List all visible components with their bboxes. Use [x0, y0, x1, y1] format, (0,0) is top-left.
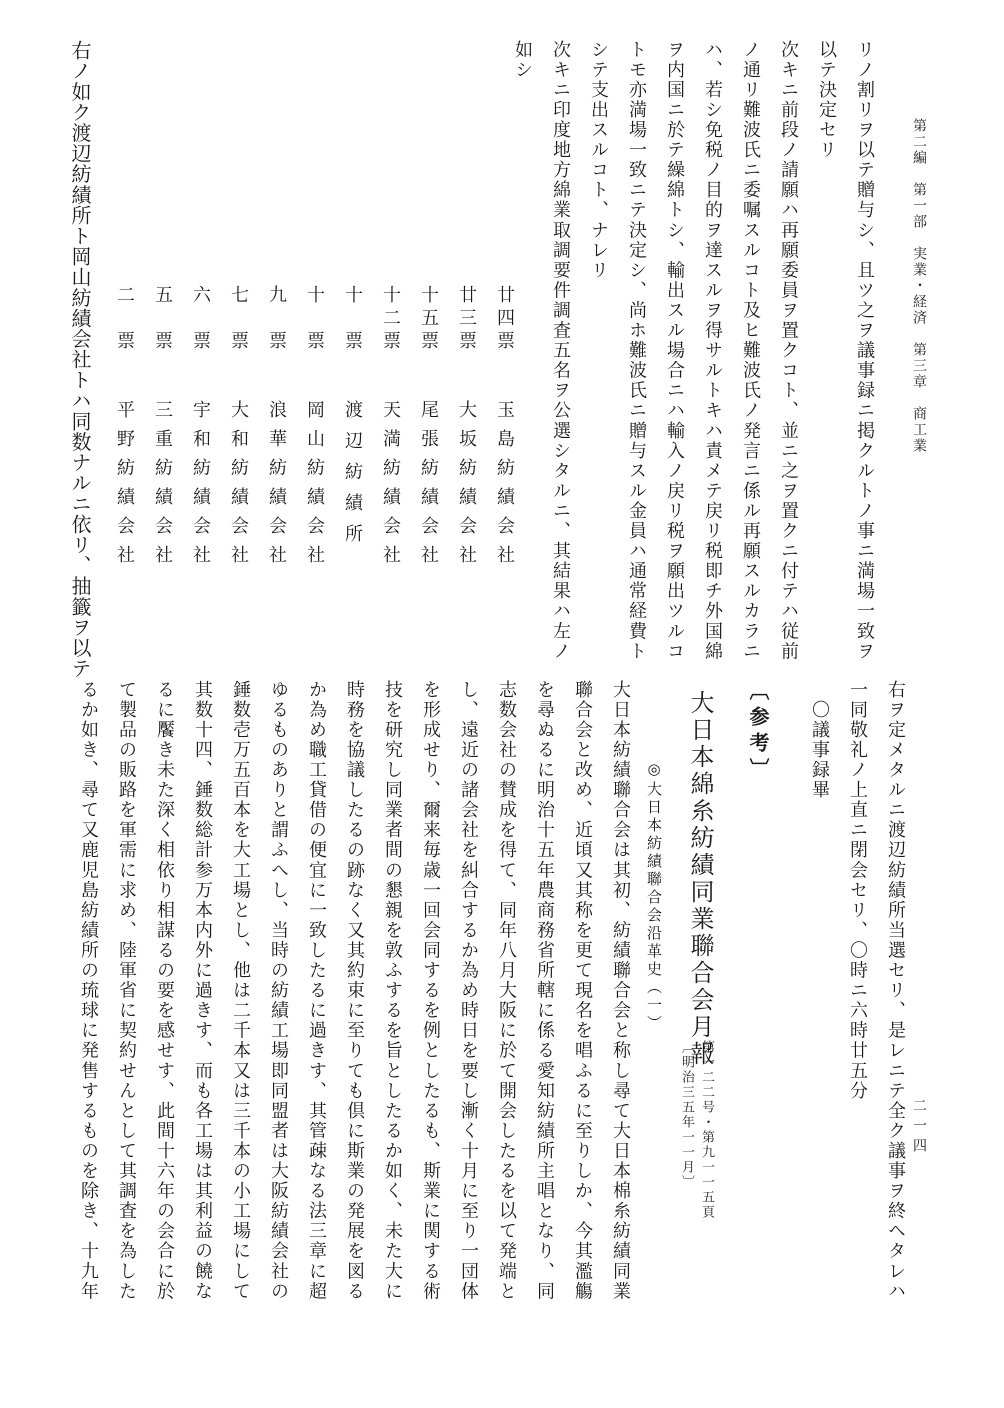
vote-count: 五 票	[152, 285, 173, 354]
intro-column: 右ヲ定メタルニ渡辺紡績所当選セリ、是レニテ全ク議事ヲ終ヘタレハ	[885, 680, 906, 1302]
body-column: 錘数壱万五百本を大工場とし、他は二千本又は三千本の小工場にして	[230, 680, 251, 1302]
article-issue: 第一二二号・第九一一五頁	[699, 1040, 714, 1220]
top-column: 右ノ如ク渡辺紡績所ト岡山紡績会社トハ同数ナルニ依リ、抽籤ヲ以テ	[68, 40, 92, 679]
article-title: 大日本綿糸紡績同業聯合会月報	[686, 690, 714, 1068]
vote-count: 十五票	[418, 285, 439, 354]
vote-company: 三重紡績会社	[152, 400, 173, 574]
body-column: 技を研究し同業者間の懇親を敦ふするを旨としたるか如く、未た大に	[382, 680, 403, 1302]
vote-company: 渡辺紡績所	[342, 400, 363, 555]
article-date: 〔明治三五年一一月〕	[679, 1040, 694, 1190]
body-column: るか如き、尋て又鹿児島紡績所の琉球に発售するものを除き、十九年	[78, 680, 99, 1302]
vote-company: 玉島紡績会社	[494, 400, 515, 574]
body-column: を尋ぬるに明治十五年農商務省所轄に係る愛知紡績所主唱となり、同	[534, 680, 555, 1302]
top-column: 如シ	[512, 40, 533, 81]
body-column: 時務を協議したるの跡なく又其約束に至りても倶に斯業の発展を図る	[344, 680, 365, 1302]
vote-count: 十 票	[342, 285, 363, 354]
body-column: ゆるものありと謂ふへし、当時の紡績工場即同盟者は大阪紡績会社の	[268, 680, 289, 1302]
vote-company: 岡山紡績会社	[304, 400, 325, 574]
top-column: 次キニ印度地方綿業取調要件調査五名ヲ公選シタルニ、其結果ハ左ノ	[550, 40, 571, 662]
top-column: ヲ内国ニ於テ繰綿トシ、輸出スル場合ニハ輸入ノ戻リ税ヲ願出ツルコ	[664, 40, 685, 662]
body-column: し、遠近の諸会社を糾合するか為め時日を要し漸く十月に至り一団体	[458, 680, 479, 1302]
section-heading: ◎大日本紡績聯合会沿革史（一）	[645, 760, 663, 1033]
vote-count: 七 票	[228, 285, 249, 354]
vote-count: 廿三票	[456, 285, 477, 354]
vote-count: 十 票	[304, 285, 325, 354]
top-column: 以テ決定セリ	[816, 40, 837, 161]
body-column: 聯合会と改め、近頃又其称を更て現名を唱ふるに至りしか、今其濫觴	[572, 680, 593, 1302]
top-column: リノ割リヲ以テ贈与シ、且ツ之ヲ議事録ニ掲クルトノ事ニ満場一致ヲ	[854, 40, 875, 662]
vote-company: 天満紡績会社	[380, 400, 401, 574]
body-column: 志数会社の賛成を得て、同年八月大阪に於て開会したるを以て発端と	[496, 680, 517, 1302]
vote-count: 二 票	[114, 285, 135, 354]
body-column: るに饜き未た深く相依り相謀るの要を感せす、此間十六年の会合に於	[154, 680, 175, 1302]
intro-column: 一同敬礼ノ上直ニ閉会セリ、〇時ニ六時廿五分	[847, 680, 868, 1102]
intro-column: 〇議事録畢	[809, 700, 830, 801]
vote-company: 平野紡績会社	[114, 400, 135, 574]
vote-company: 尾張紡績会社	[418, 400, 439, 574]
vote-count: 九 票	[266, 285, 287, 354]
body-column: か為め職工貸借の便宜に一致したるに過きす、其管疎なる法三章に超	[306, 680, 327, 1302]
top-column: ノ通リ難波氏ニ委嘱スルコト及ヒ難波氏ノ発言ニ係ル再願スルカラニ	[740, 40, 761, 662]
body-column: を形成せり、爾来毎歳一回会同するを例としたるも、斯業に関する術	[420, 680, 441, 1302]
vote-company: 大和紡績会社	[228, 400, 249, 574]
top-column: トモ亦満場一致ニテ決定シ、尚ホ難波氏ニ贈与スル金員ハ通常経費ト	[626, 40, 647, 662]
vote-count: 六 票	[190, 285, 211, 354]
vote-company: 宇和紡績会社	[190, 400, 211, 574]
body-column: て製品の販路を軍需に求め、陸軍省に契約せんとして其調査を為した	[116, 680, 137, 1302]
body-column: 大日本紡績聯合会は其初、紡績聯合会と称し尋て大日本棉糸紡績同業	[610, 680, 631, 1302]
top-column: ハ、若シ免税ノ目的ヲ達スルヲ得サルトキハ責メテ戻リ税即チ外国綿	[702, 40, 723, 662]
vote-company: 大坂紡績会社	[456, 400, 477, 574]
vote-count: 廿四票	[494, 285, 515, 354]
reference-label: 〔参考〕	[746, 680, 770, 784]
running-head: 第二編 第一部 実業・経済 第三章 商工業	[911, 118, 927, 454]
top-column: シテ支出スルコト、ナレリ	[588, 40, 609, 281]
body-column: 其数十四、錘数総計参万本内外に過きす、而も各工場は其利益の饒な	[192, 680, 213, 1302]
vote-count: 十二票	[380, 285, 401, 354]
page-number: 二一四	[911, 1098, 927, 1158]
vote-company: 浪華紡績会社	[266, 400, 287, 574]
top-column: 次キニ前段ノ請願ハ再願委員ヲ置クコト、並ニ之ヲ置クニ付テハ従前	[778, 40, 799, 662]
